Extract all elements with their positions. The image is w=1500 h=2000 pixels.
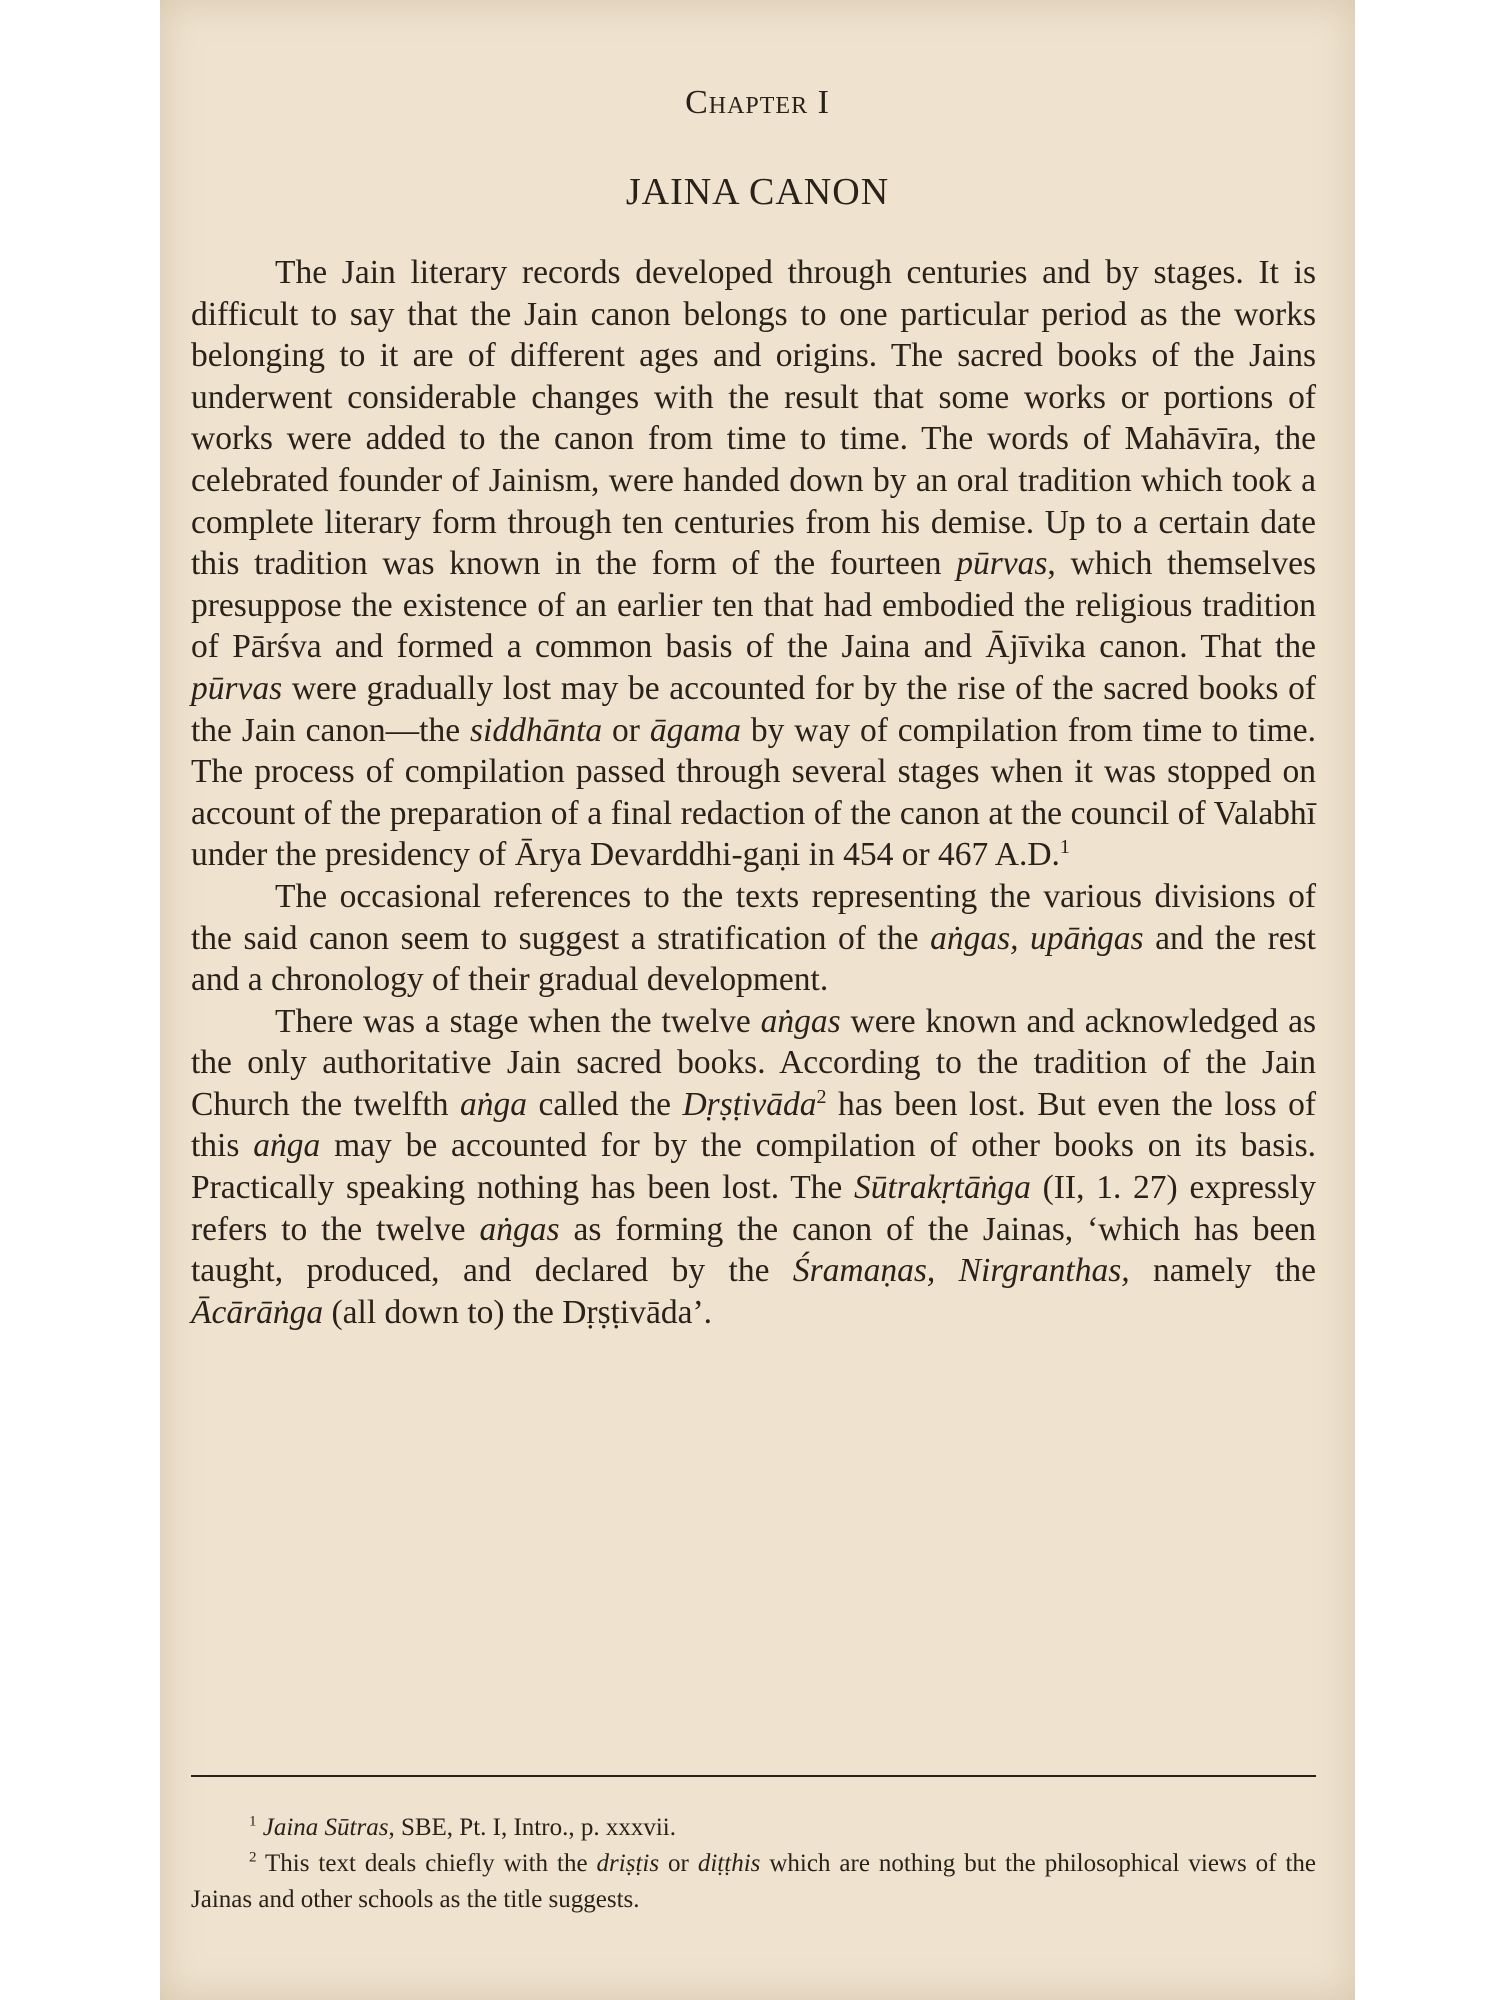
italic-term: āgama xyxy=(649,711,742,749)
italic-term: Ācārāṅga xyxy=(191,1293,324,1331)
footnote-ref: 1 xyxy=(1059,836,1070,859)
text-run: by way of compilation from time to time. The process of compilation passed through several stages when it was stopped on account of the preparation of a final redaction of the canon at the council of Valabhī under the presidency of Ārya Devarddhi-gaṇi in 454 or 467 A.D. xyxy=(191,711,1316,874)
italic-term: Dṛṣṭivāda xyxy=(682,1085,817,1123)
paragraph xyxy=(191,1001,1316,1334)
text-run: which are nothing but the philosophical views of the Jainas and other schools as the title suggests. xyxy=(191,1850,1317,1913)
text-run: were gradually lost may be accounted for by the rise of the sacred books of the Jain canon—the xyxy=(191,669,1316,749)
italic-term: pūrvas xyxy=(956,545,1048,583)
chapter-heading: Chapter I xyxy=(685,84,830,121)
footnotes xyxy=(191,1810,1316,1918)
text-run: namely the xyxy=(1129,1252,1317,1290)
text-run: has been lost. But even the loss of this xyxy=(191,1085,1316,1165)
text-run: called the xyxy=(527,1085,683,1123)
footnote xyxy=(191,1846,1316,1918)
italic-term: diṭṭhis xyxy=(697,1850,761,1877)
italic-term: Jaina Sūtras xyxy=(262,1814,389,1841)
text-run: , which themselves presuppose the existence of an earlier ten that had embodied the religious tradition of Pārśva and formed a common basis of the Jaina and Ājīvika canon. That the xyxy=(191,545,1316,666)
italic-term: driṣṭis xyxy=(596,1850,660,1877)
italic-term: pūrvas xyxy=(191,669,283,707)
italic-term: aṅga xyxy=(253,1127,321,1165)
paragraph xyxy=(191,252,1316,876)
page-title: JAINA CANON xyxy=(625,171,890,213)
footnote xyxy=(191,1810,1316,1846)
text-run: The occasional references to the texts representing the various divisions of the said canon seem to suggest a stratification of the xyxy=(191,877,1316,957)
paragraph xyxy=(191,876,1316,1001)
text-run: , SBE, Pt. I, Intro., p. xxxvii. xyxy=(388,1814,676,1841)
italic-term: siddhānta xyxy=(469,711,603,749)
italic-term: aṅgas, upāṅgas xyxy=(930,919,1144,957)
text-run: and the rest and a chronology of their gradual development. xyxy=(191,919,1316,999)
text-run: as forming the canon of the Jainas, ‘which has been taught, produced, and declared by the xyxy=(191,1210,1316,1290)
body-text xyxy=(191,252,1316,1333)
footnote-ref: 1 xyxy=(249,1813,257,1830)
text-run: There was a stage when the twelve xyxy=(275,1002,761,1040)
italic-term: Sūtrakṛtāṅga xyxy=(854,1169,1031,1207)
footnote-ref: 2 xyxy=(249,1849,257,1866)
text-run: The Jain literary records developed through centuries and by stages. It is difficult to say that the Jain canon belongs to one particular period as the works belonging to it are of different ages and origins. The sacred books of the Jains underwent considerable changes with the result that some works or portions of works were added to the canon from time to time. The words of Mahāvīra, the celebrated founder of Jainism, were handed down by an oral tradition which took a complete literary form through ten centuries from his demise. Up to a certain date this tradition was known in the form of the fourteen xyxy=(191,254,1316,583)
italic-term: Śramaṇas, Nirgranthas, xyxy=(792,1252,1130,1290)
book-page xyxy=(160,0,1355,2000)
text-run: were known and acknowledged as the only authoritative Jain sacred books. According to the tradition of the Jain Church the twelfth xyxy=(191,1002,1316,1123)
text-run: or xyxy=(659,1850,698,1877)
text-run: (all down to) the Dṛṣṭivāda’. xyxy=(323,1293,712,1331)
text-run: This text deals chiefly with the xyxy=(256,1850,597,1877)
italic-term: aṅga xyxy=(460,1085,528,1123)
footnote-ref: 2 xyxy=(816,1085,827,1108)
text-run: or xyxy=(602,711,650,749)
footnote-divider xyxy=(191,1775,1316,1777)
italic-term: aṅgas xyxy=(760,1002,841,1040)
text-run: (II, 1. 27) expressly refers to the twelve xyxy=(191,1169,1316,1248)
italic-term: aṅgas xyxy=(479,1210,560,1248)
text-run: may be accounted for by the compilation of other books on its basis. Practically speaking nothing has been lost. The xyxy=(191,1127,1316,1207)
